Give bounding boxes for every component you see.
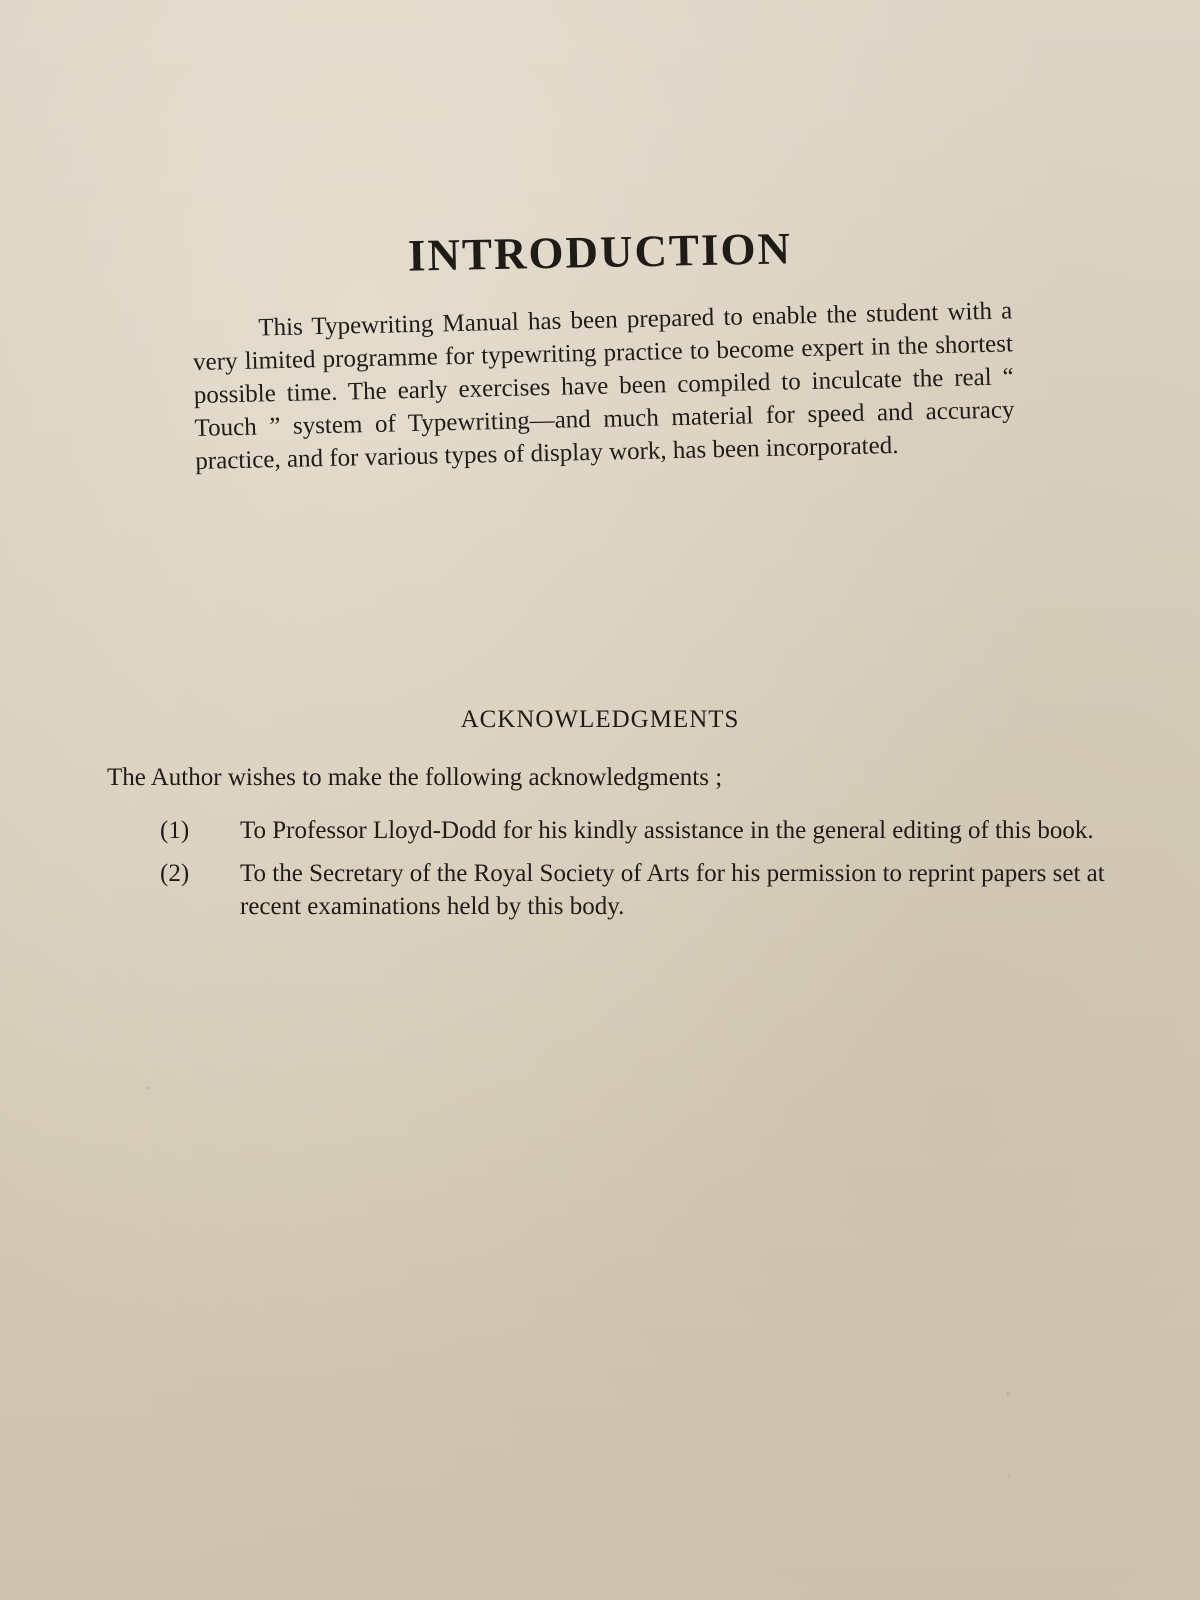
acknowledgments-list xyxy=(160,814,1120,933)
paper-speck xyxy=(1008,1474,1011,1477)
acknowledgments-heading: ACKNOWLEDGMENTS xyxy=(460,706,740,733)
acknowledgment-item xyxy=(160,814,1120,847)
acknowledgment-number: (2) xyxy=(160,860,190,887)
acknowledgment-item xyxy=(160,857,1120,923)
acknowledgments-lead: The Author wishes to make the following acknowledgments ; xyxy=(107,764,723,791)
acknowledgment-text: To Professor Lloyd-Dodd for his kindly assistance in the general editing of this book. xyxy=(240,817,1094,844)
page-title: INTRODUCTION xyxy=(407,223,793,281)
introduction-paragraph: This Typewriting Manual has been prepared to enable the student with a very limited programme for typewriting practice to become expert in the shortest possible time. The early exercises have been compiled to inculcate the real “ Touch ” system of Typewriting—and much material for speed and accuracy practice, and for various types of display work, has been incorporated. xyxy=(192,297,1015,475)
acknowledgment-number: (1) xyxy=(160,817,190,844)
paper-speck xyxy=(146,1086,150,1090)
paper-speck xyxy=(1006,1392,1010,1397)
acknowledgment-text: To the Secretary of the Royal Society of Arts for his permission to reprint papers set at recent examinations held by this body. xyxy=(240,860,1105,920)
